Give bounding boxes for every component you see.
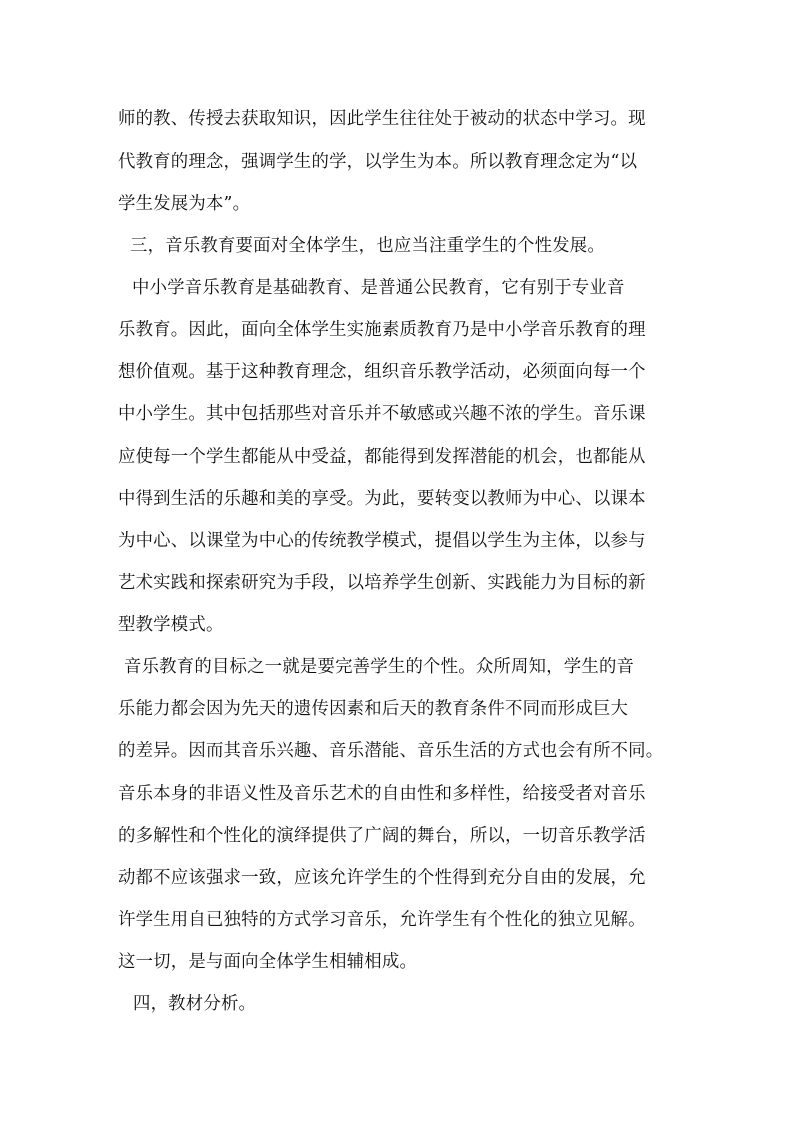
text-line: 中得到生活的乐趣和美的享受。为此，要转变以教师为中心、以课本 [118,489,646,509]
text-line: 这一切，是与面向全体学生相辅相成。 [118,952,418,972]
text-line: 为中心、以课堂为中心的传统教学模式，提倡以学生为主体，以参与 [118,531,646,551]
text-line: 音乐本身的非语义性及音乐艺术的自由性和多样性，给接受者对音乐 [118,784,646,804]
text-line: 的差异。因而其音乐兴趣、音乐潜能、音乐生活的方式也会有所不同。 [118,741,664,761]
text-line: 学生发展为本”。 [118,194,251,214]
text-line: 型教学模式。 [118,615,224,635]
text-line: 中小学生。其中包括那些对音乐并不敏感或兴趣不浓的学生。音乐课 [118,404,646,424]
text-line: 代教育的理念，强调学生的学，以学生为本。所以教育理念定为“以 [118,152,638,172]
text-line: 应使每一个学生都能从中受益，都能得到发挥潜能的机会，也都能从 [118,447,646,467]
text-line: 师的教、传授去获取知识，因此学生往往处于被动的状态中学习。现 [118,109,646,129]
text-line: 想价值观。基于这种教育理念，组织音乐教学活动，必须面向每一个 [118,362,646,382]
text-line: 中小学音乐教育是基础教育、是普通公民教育，它有别于专业音 [132,278,625,298]
text-line: 艺术实践和探索研究为手段，以培养学生创新、实践能力为目标的新 [118,573,646,593]
text-line: 音乐教育的目标之一就是要完善学生的个性。众所周知，学生的音 [124,657,635,677]
text-line: 动都不应该强求一致，应该允许学生的个性得到充分自由的发展，允 [118,868,646,888]
section-heading: 四，教材分析。 [133,994,257,1014]
text-line: 乐教育。因此，面向全体学生实施素质教育乃是中小学音乐教育的理 [118,320,646,340]
text-line: 乐能力都会因为先天的遗传因素和后天的教育条件不同而形成巨大 [118,699,629,719]
text-line: 许学生用自已独特的方式学习音乐，允许学生有个性化的独立见解。 [118,910,646,930]
section-heading: 三，音乐教育要面对全体学生，也应当注重学生的个性发展。 [130,236,605,256]
text-line: 的多解性和个性化的演绎提供了广阔的舞台，所以，一切音乐教学活 [118,826,646,846]
